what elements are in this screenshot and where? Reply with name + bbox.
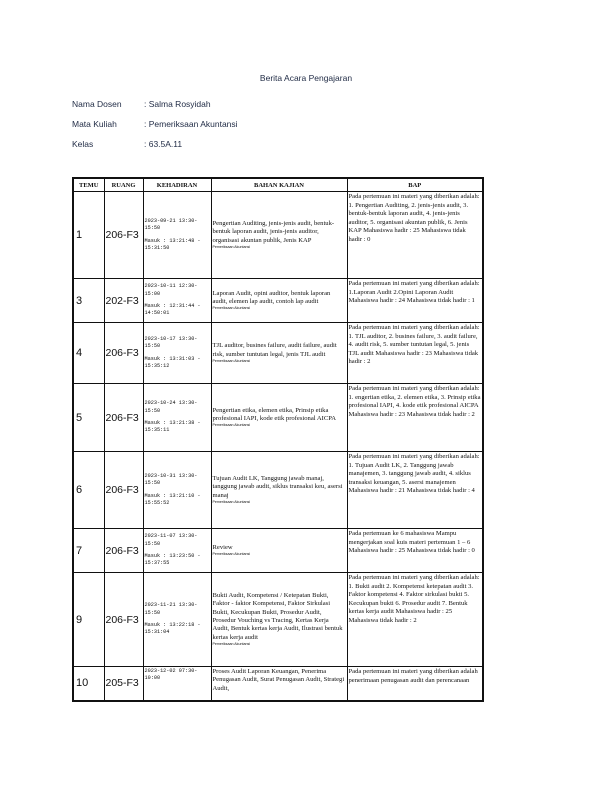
material-cell bbox=[211, 192, 347, 279]
lecturer-row bbox=[72, 99, 211, 109]
course-tag: Pemeriksaan Akuntansi bbox=[212, 245, 251, 250]
check-in-time: Masuk : 13:21:10 - 15:55:52 bbox=[144, 492, 201, 506]
check-in-time: Masuk : 13:22:18 - 15:31:04 bbox=[144, 622, 201, 636]
header-bap: BAP bbox=[347, 178, 483, 192]
course-tag: Pemeriksaan Akuntansi bbox=[212, 423, 251, 428]
course-tag: Pemeriksaan Akuntansi bbox=[212, 500, 251, 505]
room-cell: 206-F3 bbox=[104, 573, 143, 667]
room-cell: 206-F3 bbox=[104, 452, 143, 529]
meeting-number: 4 bbox=[73, 323, 104, 384]
class-row bbox=[72, 139, 182, 149]
room-cell: 206-F3 bbox=[104, 384, 143, 452]
meeting-number: 7 bbox=[73, 529, 104, 573]
material-cell bbox=[211, 279, 347, 323]
material-text: TJL auditor, busines failure, audit failure, audit risk, sumber tuntutan legal, jenis TJL audit bbox=[212, 342, 337, 358]
room-cell: 202-F3 bbox=[104, 279, 143, 323]
lecturer-value: : Salma Rosyidah bbox=[144, 99, 211, 109]
class-label: Kelas bbox=[72, 139, 94, 149]
material-cell bbox=[211, 452, 347, 529]
course-tag: Pemeriksaan Akuntansi bbox=[212, 642, 251, 647]
room-cell: 206-F3 bbox=[104, 323, 143, 384]
bap-cell: Pada pertemuan ini materi yang diberikan adalah: 1. Tujuan Audit LK, 2. Tanggung jawab manajemen, 3. tanggung jawab audit, 4. siklus transaksi keuangan, 5. asersi manajemen Mahasiswa hadir : 21 Mahasiswa tidak hadir : 4 bbox=[347, 452, 483, 529]
material-text: Review bbox=[212, 543, 233, 551]
table-row bbox=[73, 667, 483, 701]
material-cell bbox=[211, 529, 347, 573]
room-cell: 205-F3 bbox=[104, 667, 143, 701]
bap-cell: Pada pertemuan ini materi yang diberikan adalah: 1. engertian etika, 2. elemen etika, 3. Prinsip etika profesional IAPI, 4. kode etik profesional AICPA Mahasiswa hadir : 23 Mahasiswa tidak hadir : 2 bbox=[347, 384, 483, 452]
table-row bbox=[73, 192, 483, 279]
schedule-time: 2023-12-02 07:30-10:00 bbox=[144, 668, 198, 682]
bap-cell: Pada pertemuan ini materi yang diberikan adalah penerimaan penugasan audit dan perencanaan bbox=[347, 667, 483, 701]
header-temu: TEMU bbox=[73, 178, 104, 192]
meeting-number: 5 bbox=[73, 384, 104, 452]
table-row bbox=[73, 452, 483, 529]
schedule-time: 2023-09-21 13:30-15:50 bbox=[144, 217, 198, 232]
lecturer-label: Nama Dosen bbox=[72, 99, 122, 109]
meeting-number: 10 bbox=[73, 667, 104, 701]
schedule-time: 2023-10-31 13:30-15:50 bbox=[144, 472, 198, 487]
course-row bbox=[72, 119, 238, 129]
check-in-time: Masuk : 13:21:38 - 15:35:11 bbox=[144, 420, 201, 434]
meeting-number: 3 bbox=[73, 279, 104, 323]
check-in-time: Masuk : 12:31:44 - 14:50:01 bbox=[144, 303, 201, 317]
material-text: Pengertian Auditing, jenis-jenis audit, bentuk-bentuk laporan audit, jenis-jenis auditor, organisasi akuntan publik, Jenis KAP bbox=[212, 219, 335, 244]
schedule-time: 2023-11-07 13:30-15:50 bbox=[144, 533, 198, 547]
check-in-time: Masuk : 13:21:48 - 15:31:50 bbox=[144, 237, 201, 251]
attendance-cell bbox=[143, 667, 211, 701]
material-text: Proses Audit Laporan Keuangan, Penerima Penugasan Audit, Surat Penugasan Audit, Strategi Audit, bbox=[212, 668, 345, 692]
table-row bbox=[73, 323, 483, 384]
attendance-cell bbox=[143, 452, 211, 529]
bap-cell: Pada pertemuan ini materi yang diberikan adalah: 1.Laporan Audit 2.Opini Laporan Audit Mahasiswa hadir : 24 Mahasiswa tidak hadir : 1 bbox=[347, 279, 483, 323]
course-tag: Pemeriksaan Akuntansi bbox=[212, 306, 251, 311]
schedule-time: 2023-11-21 13:30-15:50 bbox=[144, 602, 198, 616]
page-title: Berita Acara Pengajaran bbox=[259, 73, 353, 83]
bap-cell: Pada pertemuan ini materi yang diberikan adalah: 1. Pengertian Auditing, 2. jenis-jenis audit, 3. bentuk-bentuk laporan audit, 4. jenis-jenis auditor, 5. organisasi akuntan publik, 6. Jenis KAP Mahasiswa hadir : 25 Mahasiswa tidak hadir : 0 bbox=[347, 192, 483, 279]
course-value: : Pemeriksaan Akuntansi bbox=[144, 119, 238, 129]
attendance-cell bbox=[143, 573, 211, 667]
table-row bbox=[73, 573, 483, 667]
room-cell: 206-F3 bbox=[104, 529, 143, 573]
material-text: Pengertian etika, elemen etika, Prinsip etika profesional IAPI, kode etik profesional AICPA bbox=[212, 406, 337, 422]
material-text: Bukti Audit, Kompetensi / Ketepatan Bukti, Faktor - faktor Kompetensi, Faktor Sirkulasi Bukti, Kecukupan Bukti, Prosedur Audit, Prosedur Vouching vs Tracing, Kertas Kerja Audit, Bentuk kertas kerja Audit, Ilustrasi bentuk kertas kerja audit bbox=[212, 591, 343, 641]
schedule-time: 2023-10-17 13:30-15:50 bbox=[144, 335, 198, 350]
room-cell: 206-F3 bbox=[104, 192, 143, 279]
check-in-time: Masuk : 13:31:03 - 15:35:12 bbox=[144, 355, 201, 369]
meeting-number: 1 bbox=[73, 192, 104, 279]
schedule-time: 2023-10-24 13:30-15:50 bbox=[144, 400, 198, 414]
attendance-cell bbox=[143, 384, 211, 452]
material-cell bbox=[211, 384, 347, 452]
material-cell bbox=[211, 323, 347, 384]
bap-cell: Pada pertemuan ini materi yang diberikan adalah: 1. TJL auditor, 2. busines failure, 3. audit failure, 4. audit risk, 5. sumber tuntutan legal, 5. jenis TJL audit Mahasiswa hadir : 23 Mahasiswa tidak hadir : 2 bbox=[347, 323, 483, 384]
meeting-number: 9 bbox=[73, 573, 104, 667]
class-value: : 63.5A.11 bbox=[144, 139, 183, 149]
schedule-time: 2023-10-11 12:30-15:00 bbox=[144, 283, 198, 297]
bap-cell: Pada pertemuan ini materi yang diberikan adalah: 1. Bukti audit 2. Kompetensi ketepatan audit 3. Faktor kompetensi 4. Faktor sirkulasi bukti 5. Kecukupan bukti 6. Prosedur audit 7. Bentuk kertas kerja audit Mahasiswa hadir : 25 Mahasiswa tidak hadir : 2 bbox=[347, 573, 483, 667]
table-row bbox=[73, 279, 483, 323]
teaching-report-table bbox=[72, 177, 484, 702]
course-tag: Pemeriksaan Akuntansi bbox=[212, 552, 251, 557]
header-bahan-kajian: BAHAN KAJIAN bbox=[211, 178, 347, 192]
table-row bbox=[73, 384, 483, 452]
check-in-time: Masuk : 13:23:50 - 15:37:55 bbox=[144, 553, 201, 567]
course-label: Mata Kuliah bbox=[72, 119, 117, 129]
attendance-cell bbox=[143, 279, 211, 323]
course-tag: Pemeriksaan Akuntansi bbox=[212, 358, 251, 363]
material-text: Tujuan Audit LK, Tanggung jawab manaj, tanggung jawab audit, siklus transaksi keu, asersi manaj bbox=[212, 474, 343, 499]
attendance-cell bbox=[143, 529, 211, 573]
attendance-cell bbox=[143, 192, 211, 279]
header-kehadiran: KEHADIRAN bbox=[143, 178, 211, 192]
material-cell bbox=[211, 667, 347, 701]
attendance-cell bbox=[143, 323, 211, 384]
table-header-row bbox=[73, 178, 483, 192]
table-row bbox=[73, 529, 483, 573]
header-ruang: RUANG bbox=[104, 178, 143, 192]
meeting-number: 6 bbox=[73, 452, 104, 529]
material-text: Laporan Audit, opini auditor, bentuk laporan audit, elemen lap audit, contoh lap audit bbox=[212, 289, 331, 305]
material-cell bbox=[211, 573, 347, 667]
bap-cell: Pada pertemuan ke 6 mahasiswa Mampu mengerjakan soal kuis materi pertemuan 1 – 6 Mahasiswa hadir : 25 Mahasiswa tidak hadir : 0 bbox=[347, 529, 483, 573]
